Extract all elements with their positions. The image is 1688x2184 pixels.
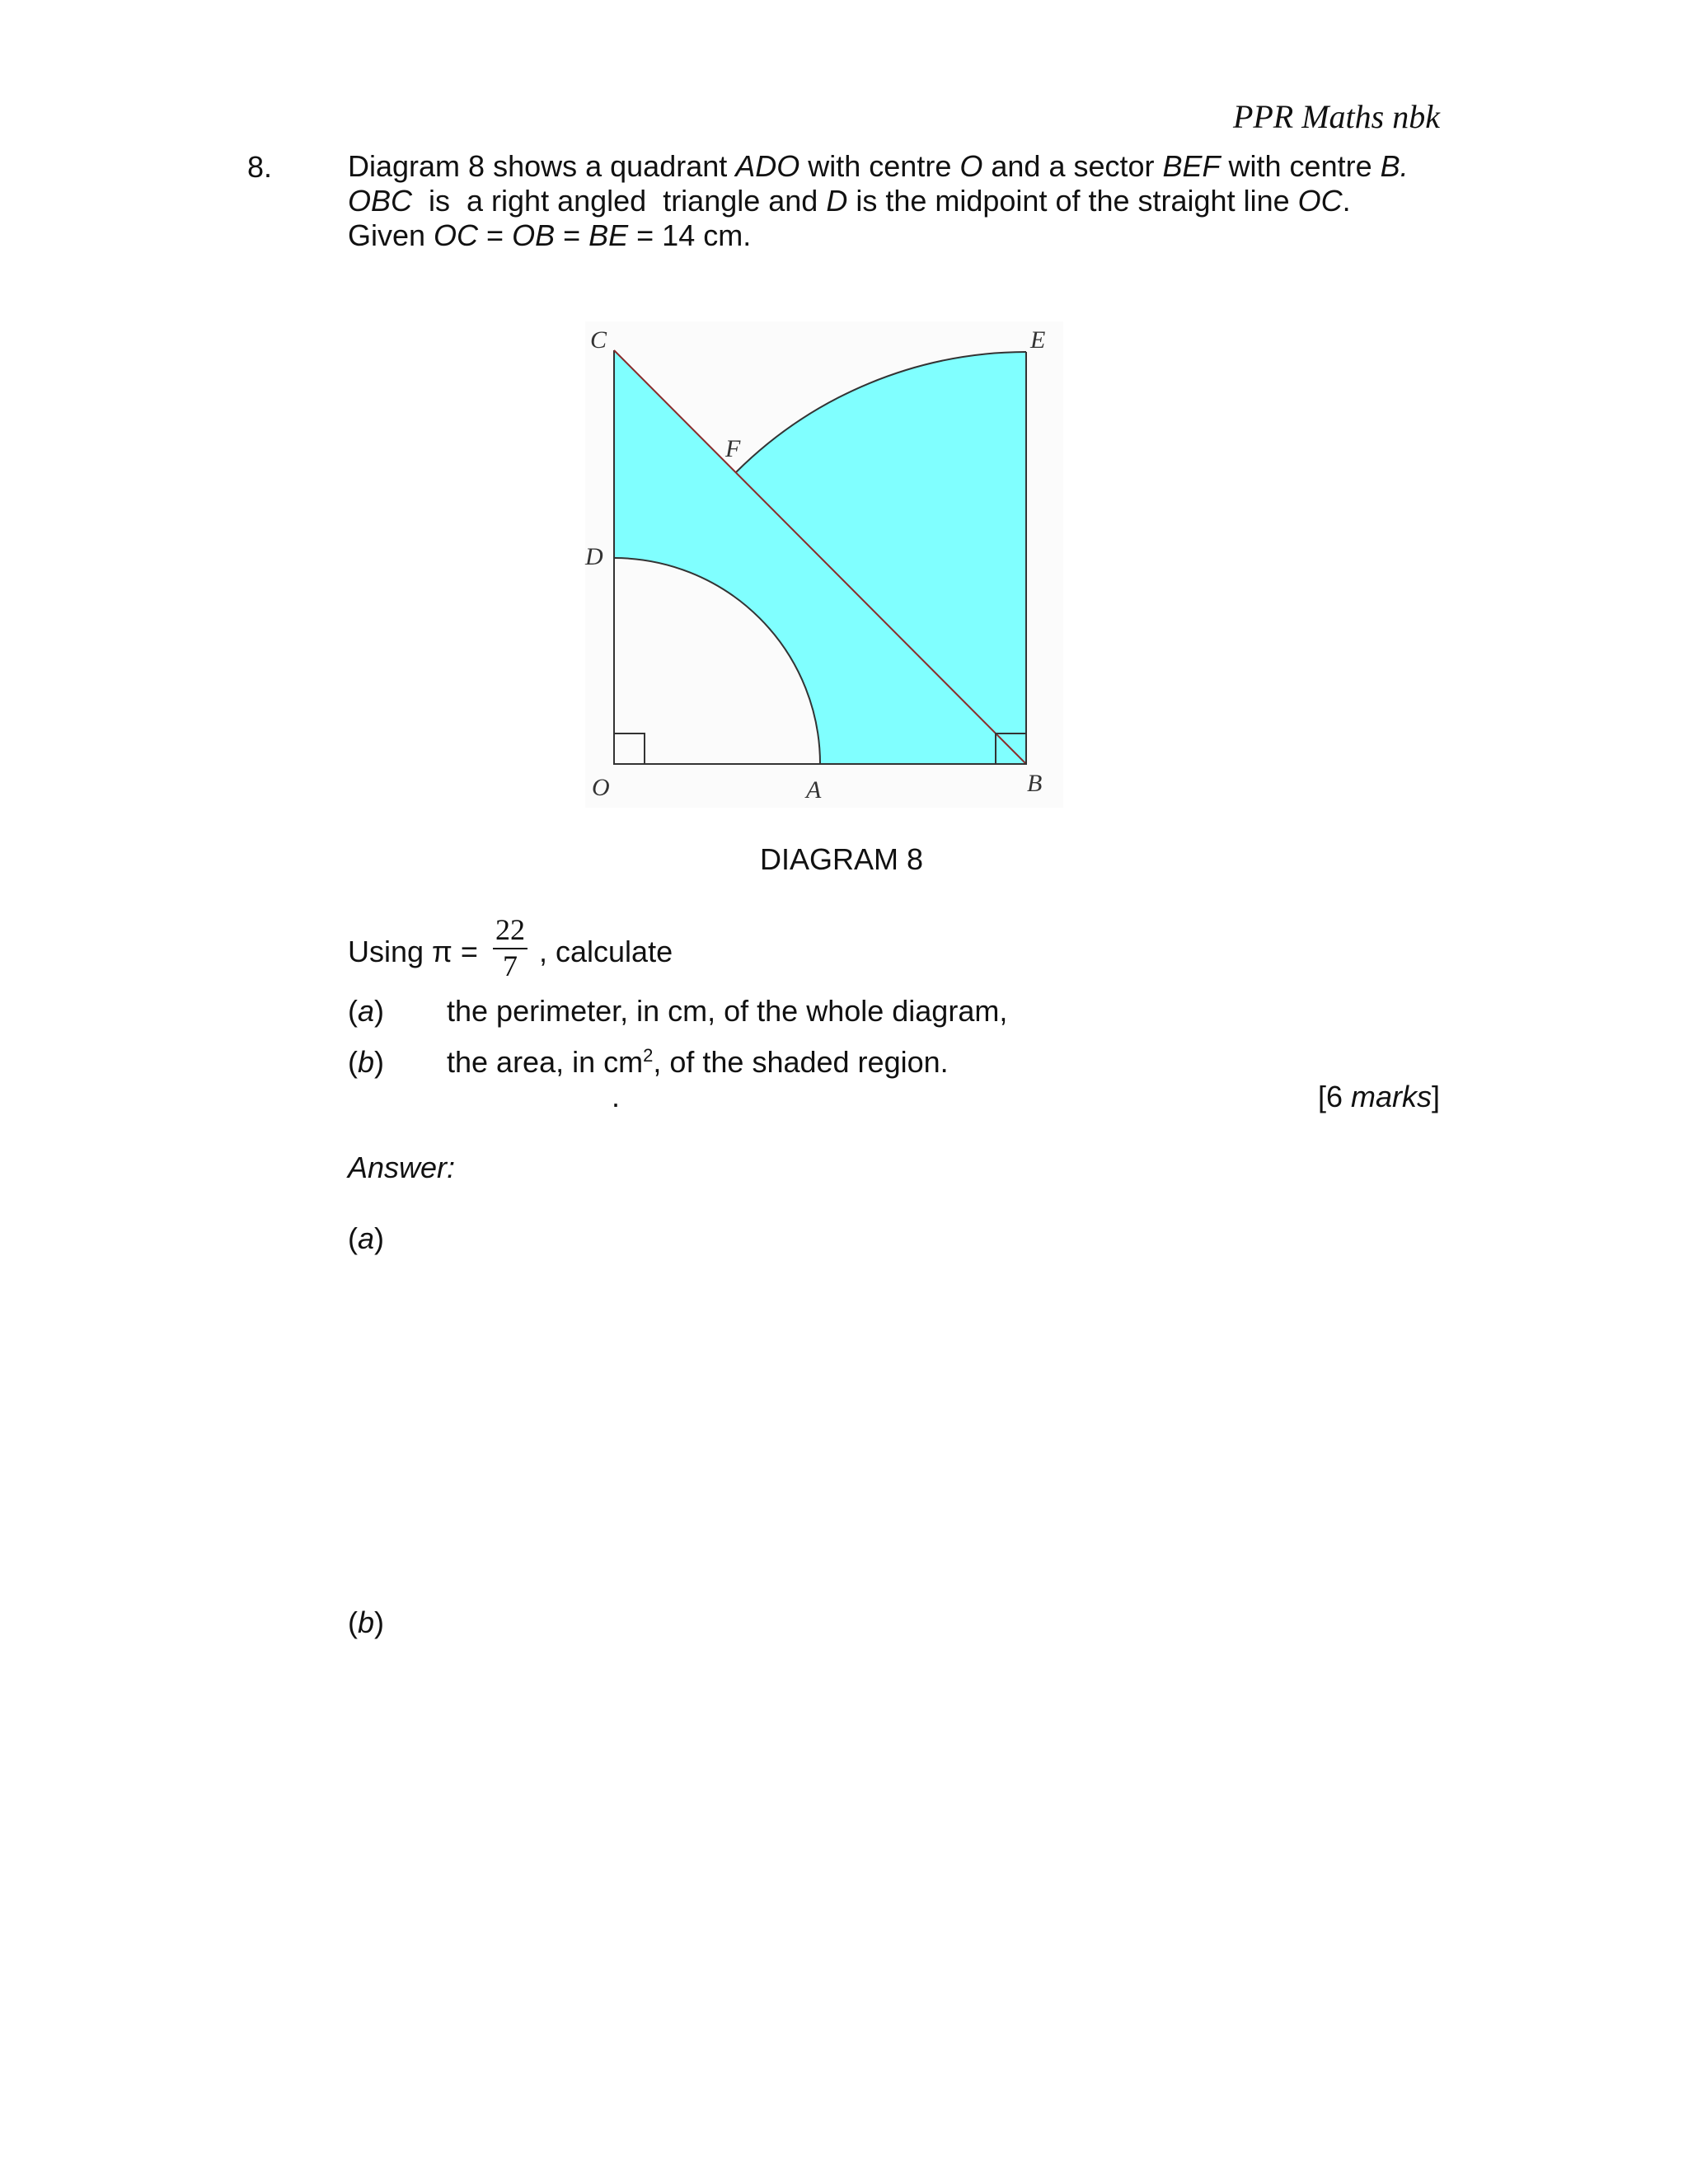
label-a: A xyxy=(806,776,822,804)
using-pi-text: Using π = xyxy=(348,935,478,968)
question-number: 8. xyxy=(247,150,273,184)
answer-part-a-label: (a) xyxy=(348,1221,385,1255)
stray-dot: . xyxy=(612,1080,621,1113)
pi-fraction xyxy=(490,913,531,981)
label-c: C xyxy=(590,326,607,354)
geometry-diagram xyxy=(569,313,1080,824)
marks-label: [6 marks] xyxy=(1317,1080,1440,1113)
answer-part-b-label: (b) xyxy=(348,1605,385,1639)
part-a-label: (a) xyxy=(348,994,385,1028)
label-b: B xyxy=(1027,770,1043,797)
label-e: E xyxy=(1030,326,1046,354)
header-text: PPR Maths nbk xyxy=(1232,98,1440,135)
label-d: D xyxy=(585,543,603,570)
label-o: O xyxy=(592,774,610,801)
fraction-numerator: 22 xyxy=(495,913,525,946)
answer-label: Answer: xyxy=(348,1151,456,1184)
question-line-3: Given OC = OB = BE = 14 cm. xyxy=(348,218,752,252)
part-b-text: the area, in $cm^2$, of the shaded region. xyxy=(447,1045,949,1079)
question-line-2: OBC is a right angled triangle and D is the midpoint of the straight line OC. xyxy=(348,184,1351,218)
part-b-label: (b) xyxy=(348,1045,385,1079)
fraction-denominator: 7 xyxy=(503,949,518,982)
diagram-caption: DIAGRAM 8 xyxy=(760,842,924,876)
part-a-text: the perimeter, in cm, of the whole diagram, xyxy=(447,994,1008,1028)
question-line-1: Diagram 8 shows a quadrant ADO with centre O and a sector BEF with centre B. xyxy=(348,149,1409,183)
calculate-text: , calculate xyxy=(539,935,673,968)
label-f: F xyxy=(725,435,741,462)
